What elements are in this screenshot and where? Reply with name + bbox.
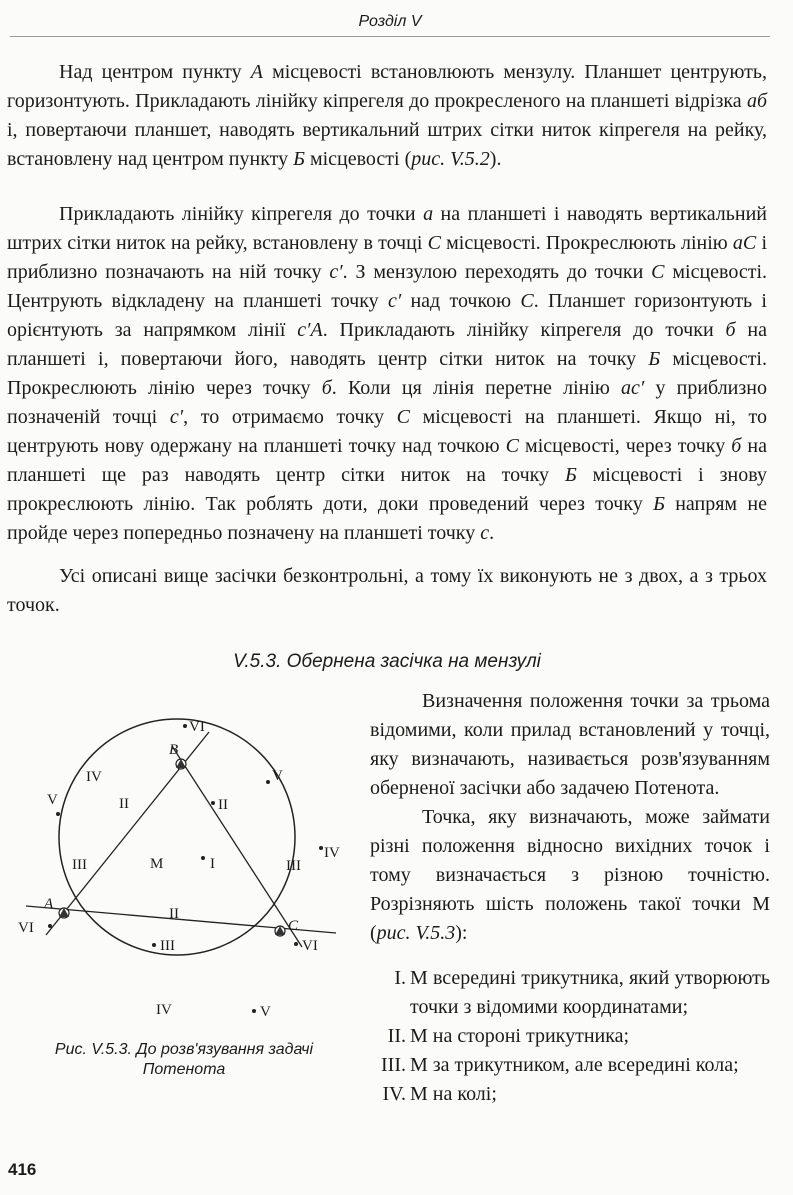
- list-item: IV. М на колі;: [382, 1083, 497, 1105]
- vertex-c-label: C: [288, 918, 299, 934]
- label-iii-right: III: [286, 858, 301, 874]
- label-iv-topleft: IV: [86, 769, 102, 785]
- vertex-b-marker: [176, 759, 186, 769]
- label-iv-bottom: IV: [156, 1002, 172, 1018]
- label-iii-bottom: III: [160, 938, 175, 954]
- paragraph-2: Прикладають лінійку кіпрегеля до точки а на планшеті і наводять вертикальний штрих сітки ниток на рейку, встановлену в точці С місцевості. Прокреслюють лінію аС і приблизно позначають на ній точку с′. З мензулою переходять до точки С місцевості. Центрують відкладену на планшеті точку с′ над точкою С. Планшет горизонтують і орієнтують за напрямком лінії с′А. Прикладають лінійку кіпрегеля до точки б на планшеті і, повертаючи його, наводять центр сітки ниток на точку Б місцевості. Прокреслюють лінію через точку б. Коли ця лінія перетне лінію ас′ у приблизно позначеній точці с′, то отримаємо точку С місцевості на планшеті. Якщо ні, то центрують нову одержану на планшеті точку над точкою С місцевості, через точку б на планшеті ще раз наводять центр сітки ниток на точку Б місцевості і знову прокреслюють лінію. Так роблять доти, доки проведений через точку Б напрям не пройде через попередньо позначену на планшеті точку с.: [7, 203, 768, 544]
- list-item: III. М за трикутником, але всередині кола;: [381, 1054, 739, 1076]
- running-header: [10, 8, 770, 37]
- label-iii-left: III: [72, 857, 87, 873]
- label-ii-bottom: II: [169, 906, 179, 922]
- vertex-c-marker: [275, 926, 285, 936]
- positions-paragraph: Точка, яку визначають, може займати різні положення відносно вихідних точок і тому визначається з різною точністю. Розрізняють шість положень такої точки М (рис. V.5.3):: [370, 806, 770, 944]
- label-vi-right: VI: [302, 938, 318, 954]
- label-vi-top: VI: [189, 719, 205, 735]
- section-title: V.5.3. Обернена засічка на мензулі: [233, 651, 541, 672]
- paragraph-1: Над центром пункту А місцевості встановлюють мензулу. Планшет центрують, горизонтують. Прикладають лінійку кіпрегеля до прокресленого на планшеті відрізка аб і, повертаючи планшет, наводять вертикальний штрих сітки ниток кіпрегеля на рейку, встановлену над центром пункту Б місцевості (рис. V.5.2).: [7, 61, 768, 170]
- potenot-diagram: [6, 708, 362, 1028]
- label-v-left: V: [47, 792, 58, 808]
- definition-paragraph: Визначення положення точки за трьома відомими, коли прилад встановлений у точці, яку визначають, називається розв'язуванням оберненої засічки або задачею Потенота.: [370, 690, 770, 799]
- label-v-bottom: V: [260, 1004, 271, 1020]
- label-vi-left: VI: [18, 920, 34, 936]
- label-m: M: [150, 856, 164, 872]
- list-item: II. М на стороні трикутника;: [387, 1025, 630, 1047]
- header-title: Розділ V: [358, 13, 422, 30]
- vertex-a-label: A: [44, 896, 54, 912]
- page-number: 416: [8, 1160, 37, 1179]
- label-i: I: [210, 856, 215, 872]
- label-ii-left: II: [119, 796, 129, 812]
- paragraph-3: Усі описані вище засічки безконтрольні, а тому їх виконують не з двох, а з трьох точок.: [7, 565, 767, 616]
- vertex-b-label: B: [169, 742, 179, 758]
- figure-caption: Рис. V.5.3. До розв'язування задачі Потенота: [54, 1041, 314, 1078]
- vertex-a-marker: [59, 908, 69, 918]
- list-item: I. М всередині трикутника, який утворюють точки з відомими координатами;: [394, 967, 770, 1018]
- label-iv-right: IV: [324, 845, 340, 861]
- label-ii-right: II: [218, 797, 228, 813]
- right-column-text: [370, 687, 770, 948]
- label-v-right: V: [272, 768, 283, 784]
- positions-list: [370, 964, 770, 1109]
- diagram-svg: [6, 708, 362, 1028]
